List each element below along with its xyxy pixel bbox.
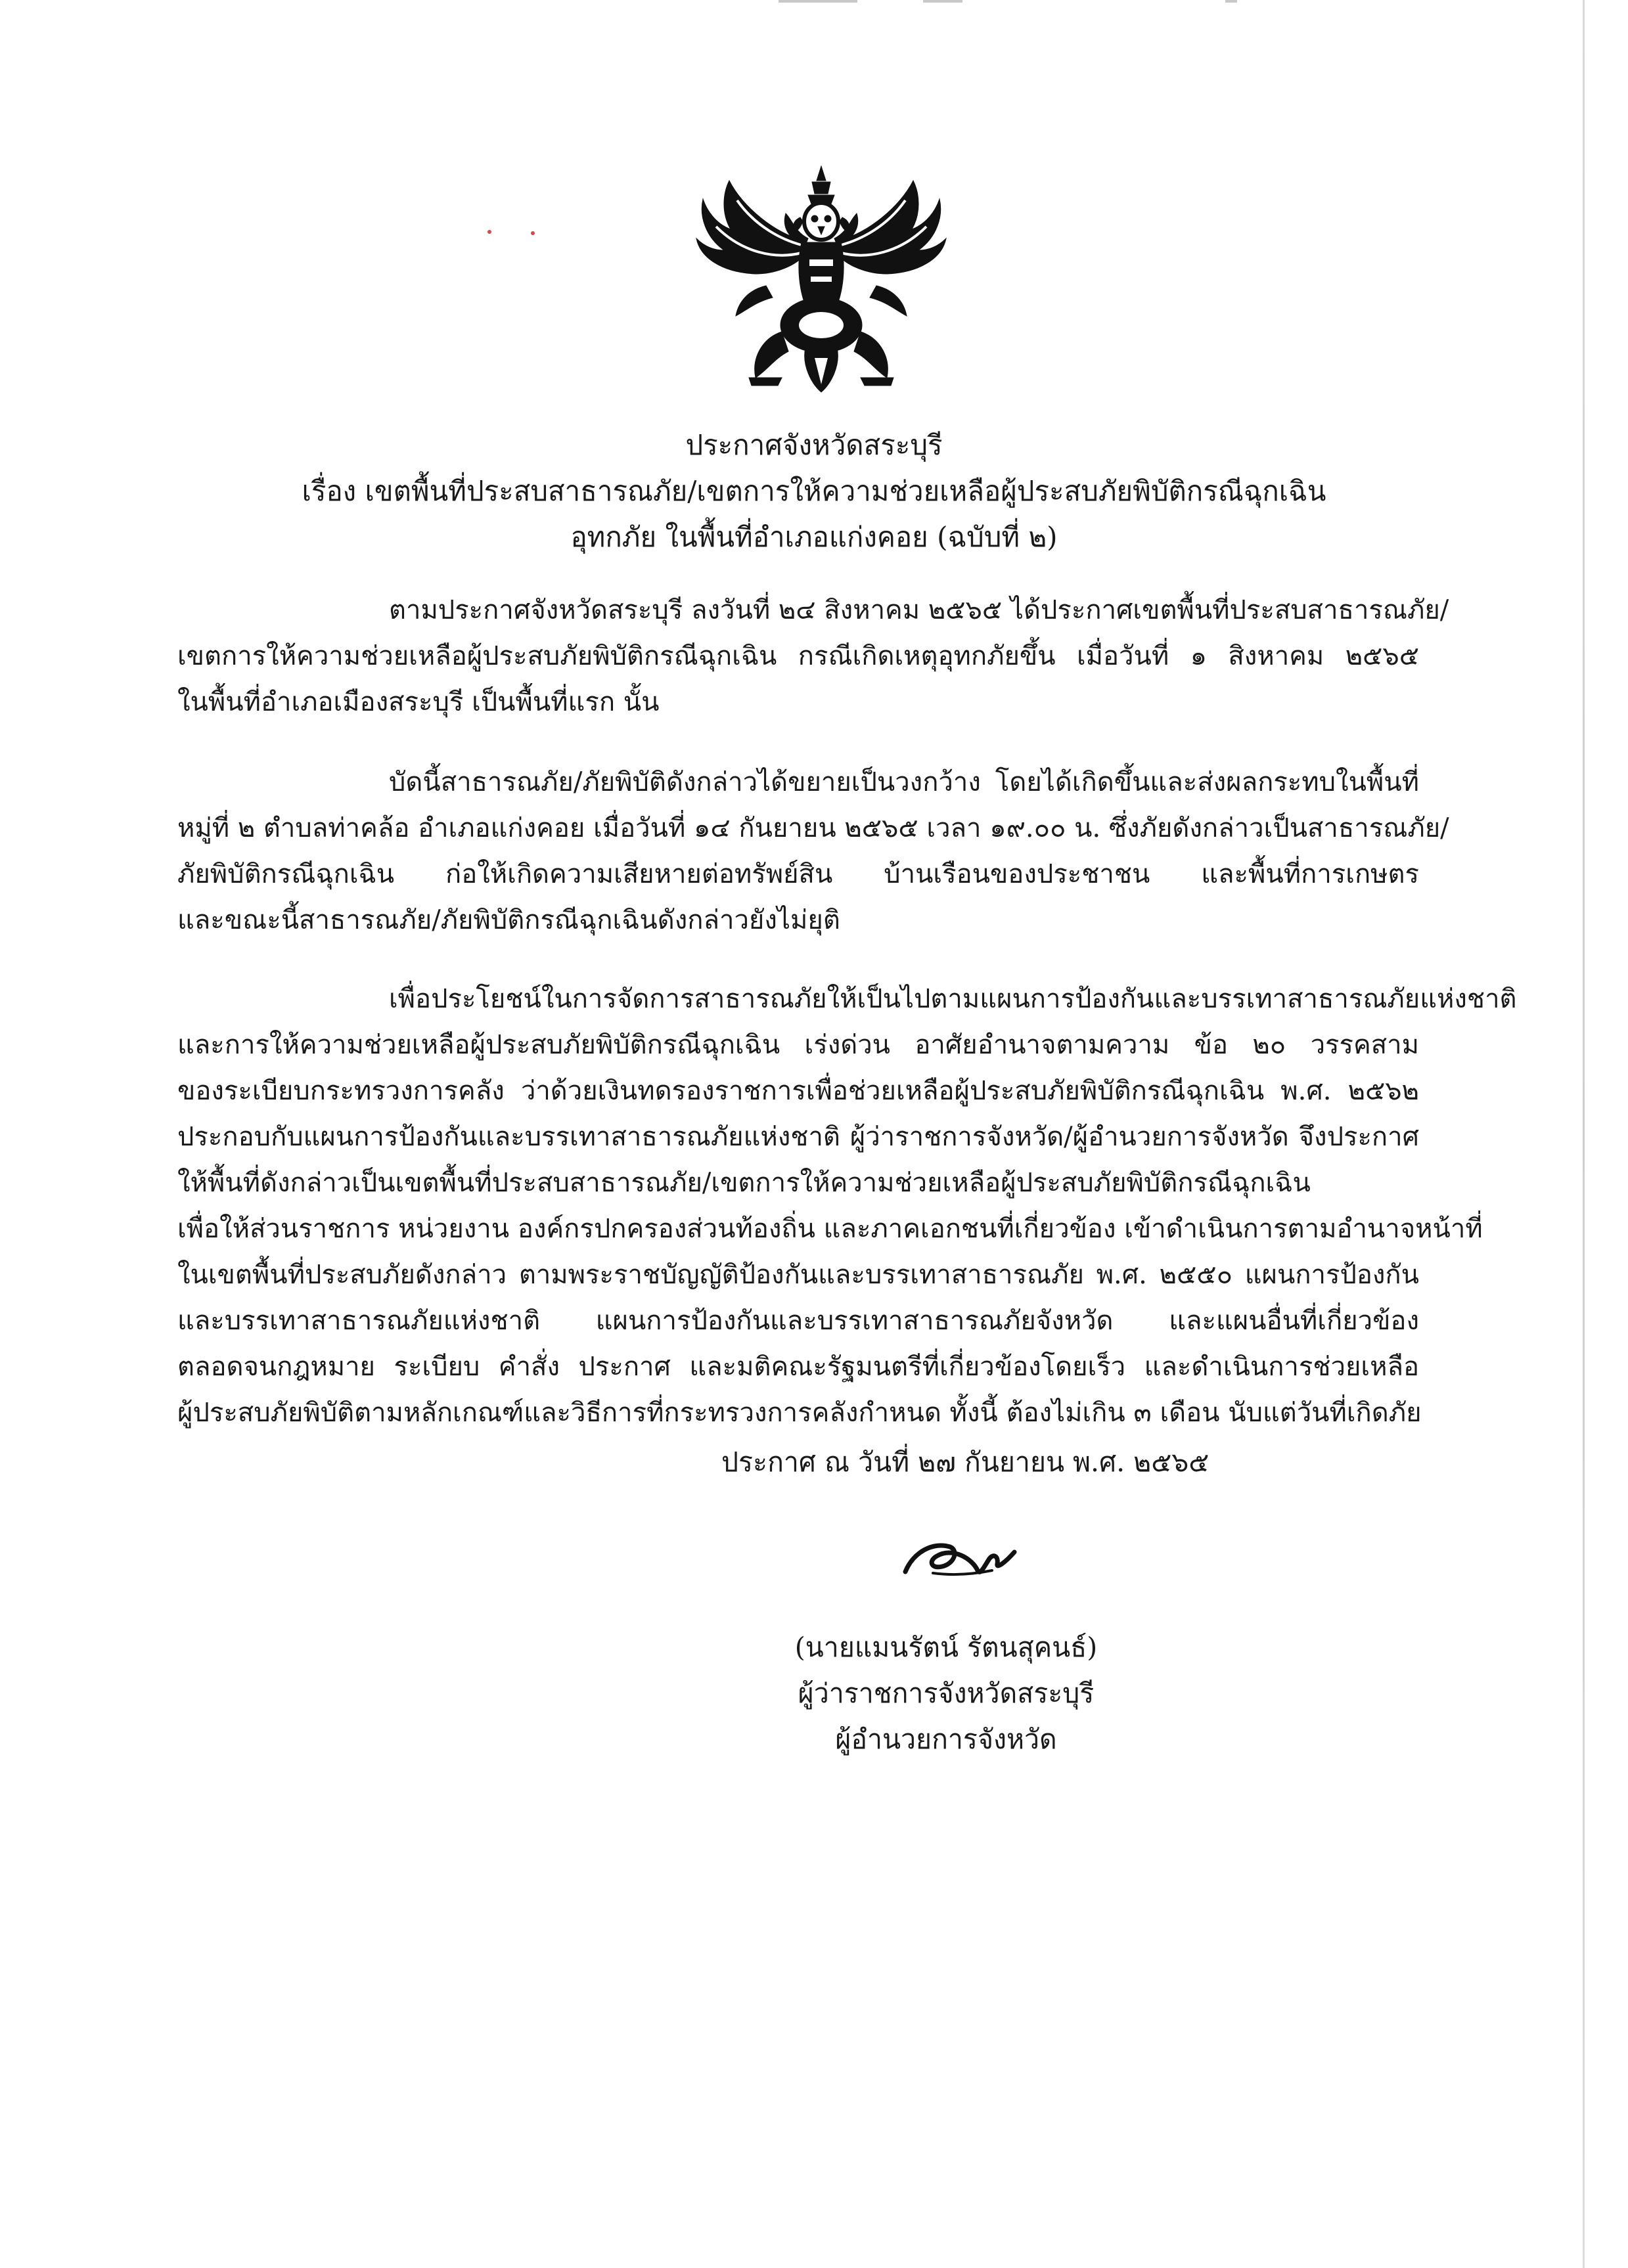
paragraph-line: ผู้ประสบภัยพิบัติตามหลักเกณฑ์และวิธีการที่กระทรวงการคลังกำหนด ทั้งนี้ ต้องไม่เกิน ๓ เดือน นับแต่วันที่เกิดภัย — [177, 1398, 1422, 1428]
paragraph-line: ตลอดจนกฎหมาย ระเบียบ คำสั่ง ประกาศ และมติคณะรัฐมนตรีที่เกี่ยวข้องโดยเร็ว และดำเนินการช่วยเหลือ — [177, 1352, 1419, 1382]
garuda-emblem — [683, 161, 959, 397]
announcement-date: ประกาศ ณ วันที่ ๒๗ กันยายน พ.ศ. ๒๕๖๕ — [721, 1446, 1210, 1478]
document-title: ประกาศจังหวัดสระบุรี — [685, 429, 943, 461]
signatory-name: (นายแมนรัตน์ รัตนสุคนธ์) — [794, 1632, 1098, 1663]
signatory-position: ผู้ว่าราชการจังหวัดสระบุรี — [798, 1678, 1095, 1709]
paragraph-line: ของระเบียบกระทรวงการคลัง ว่าด้วยเงินทดรองราชการเพื่อช่วยเหลือผู้ประสบภัยพิบัติกรณีฉุกเฉิน พ.ศ. ๒๕๖๒ — [177, 1076, 1419, 1106]
paragraph-line: ให้พื้นที่ดังกล่าวเป็นเขตพื้นที่ประสบสาธารณภัย/เขตการให้ความช่วยเหลือผู้ประสบภัยพิบัติกรณีฉุกเฉิน — [177, 1168, 1311, 1198]
paragraph-line: และบรรเทาสาธารณภัยแห่งชาติ แผนการป้องกันและบรรเทาสาธารณภัยจังหวัด และแผนอื่นที่เกี่ยวข้อง — [177, 1306, 1419, 1336]
scan-artifact — [531, 231, 535, 235]
paragraph-line: และขณะนี้สาธารณภัย/ภัยพิบัติกรณีฉุกเฉินดังกล่าวยังไม่ยุติ — [177, 905, 840, 935]
paragraph-line: เขตการให้ความช่วยเหลือผู้ประสบภัยพิบัติกรณีฉุกเฉิน กรณีเกิดเหตุอุทกภัยขึ้น เมื่อวันที่ ๑ สิงหาคม ๒๕๖๕ — [177, 641, 1419, 671]
scan-edge-line — [1583, 0, 1585, 2268]
paragraph-line: ในเขตพื้นที่ประสบภัยดังกล่าว ตามพระราชบัญญัติป้องกันและบรรเทาสาธารณภัย พ.ศ. ๒๕๕๐ แผนการป้องกัน — [177, 1260, 1419, 1290]
subject-line: เรื่อง เขตพื้นที่ประสบสาธารณภัย/เขตการให้ความช่วยเหลือผู้ประสบภัยพิบัติกรณีฉุกเฉิน — [302, 475, 1326, 507]
paragraph-line: และการให้ความช่วยเหลือผู้ประสบภัยพิบัติกรณีฉุกเฉิน เร่งด่วน อาศัยอำนาจตามความ ข้อ ๒๐ วรรคสาม — [177, 1030, 1419, 1060]
paragraph-line: หมู่ที่ ๒ ตำบลท่าคล้อ อำเภอแก่งคอย เมื่อวันที่ ๑๔ กันยายน ๒๕๖๕ เวลา ๑๙.๐๐ น. ซึ่งภัยดังกล่าวเป็นสาธารณภัย/ — [177, 813, 1449, 843]
scan-artifact — [779, 0, 857, 3]
paragraph-line: บัดนี้สาธารณภัย/ภัยพิบัติดังกล่าวได้ขยายเป็นวงกว้าง โดยได้เกิดขึ้นและส่งผลกระทบในพื้นที่ — [389, 767, 1419, 797]
paragraph-line: ประกอบกับแผนการป้องกันและบรรเทาสาธารณภัยแห่งชาติ ผู้ว่าราชการจังหวัด/ผู้อำนวยการจังหวัด จึงประกาศ — [177, 1122, 1419, 1152]
signatory-position: ผู้อำนวยการจังหวัด — [835, 1723, 1057, 1755]
subject-line: อุทกภัย ในพื้นที่อำเภอแก่งคอย (ฉบับที่ ๒) — [570, 521, 1058, 553]
scan-artifact — [923, 0, 962, 3]
paragraph-line: ตามประกาศจังหวัดสระบุรี ลงวันที่ ๒๔ สิงหาคม ๒๕๖๕ ได้ประกาศเขตพื้นที่ประสบสาธารณภัย/ — [389, 595, 1449, 625]
scan-artifact — [1225, 0, 1237, 3]
paragraph-line: ภัยพิบัติกรณีฉุกเฉิน ก่อให้เกิดความเสียหายต่อทรัพย์สิน บ้านเรือนของประชาชน และพื้นที่การเกษตร — [177, 859, 1419, 889]
paragraph-line: เพื่อประโยชน์ในการจัดการสาธารณภัยให้เป็นไปตามแผนการป้องกันและบรรเทาสาธารณภัยแห่งชาติ — [389, 984, 1517, 1014]
paragraph-line: เพื่อให้ส่วนราชการ หน่วยงาน องค์กรปกครองส่วนท้องถิ่น และภาคเอกชนที่เกี่ยวข้อง เข้าดำเนินการตามอำนาจหน้าที่ — [177, 1214, 1483, 1244]
paragraph-line: ในพื้นที่อำเภอเมืองสระบุรี เป็นพื้นที่แรก นั้น — [177, 687, 660, 717]
scan-artifact — [487, 230, 491, 234]
signature — [893, 1532, 1031, 1585]
